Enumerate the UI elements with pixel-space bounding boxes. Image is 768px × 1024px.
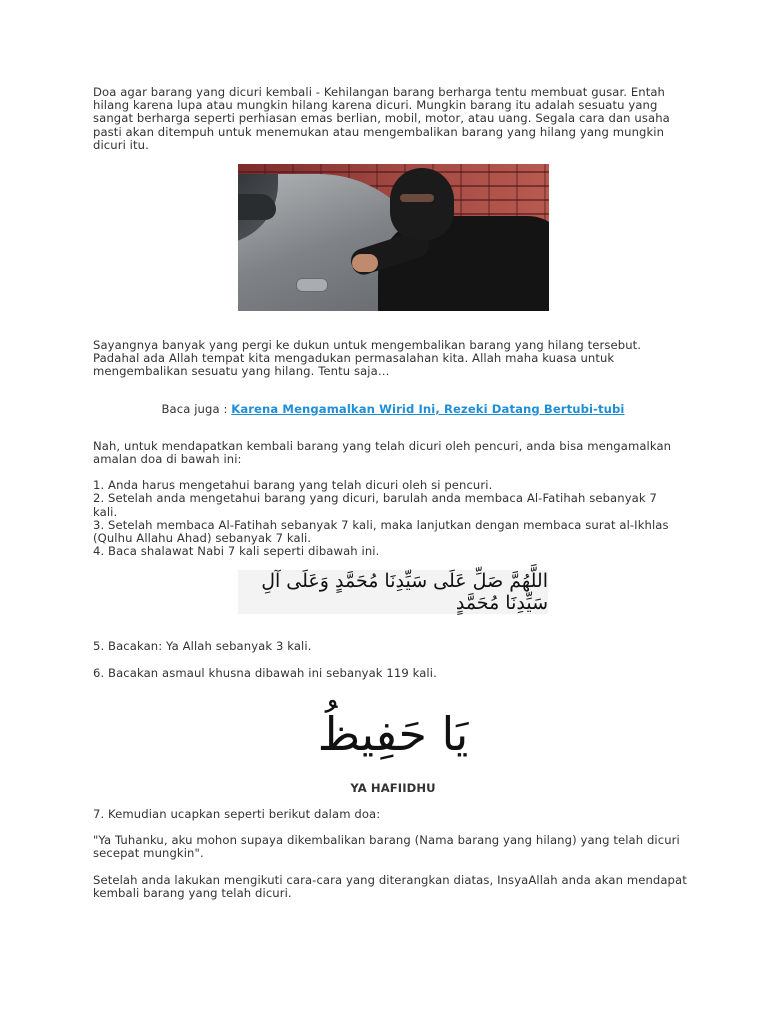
thief-photo — [238, 164, 549, 311]
baca-juga-link[interactable]: Karena Mengamalkan Wirid Ini, Rezeki Datang Bertubi-tubi — [231, 401, 625, 416]
asmaul-caption: YA HAFIIDHU — [350, 780, 436, 795]
thief-photo-wrapper — [93, 164, 693, 311]
asmaul-arabic: يَا حَفِيظُ — [317, 706, 469, 761]
shalawat-image-wrapper — [93, 570, 693, 614]
step-3: 3. Setelah membaca Al-Fatihah sebanyak 7 kali, maka lanjutkan dengan membaca surat al-Ikhlas (Qulhu Allahu Ahad) sebanyak 7 kali. — [93, 517, 669, 546]
step-4: 4. Baca shalawat Nabi 7 kali seperti dibawah ini. — [93, 544, 380, 559]
step-1: 1. Anda harus mengetahui barang yang telah dicuri oleh si pencuri. — [93, 478, 493, 493]
thief-masked-head — [390, 168, 454, 240]
thief-hand — [352, 254, 378, 272]
thief-eyes — [400, 194, 434, 202]
step-6: 6. Bacakan asmaul khusna dibawah ini sebanyak 119 kali. — [93, 665, 437, 680]
step-7: 7. Kemudian ucapkan seperti berikut dalam doa: — [93, 807, 381, 822]
closing-paragraph: Setelah anda lakukan mengikuti cara-cara yang diterangkan diatas, InsyaAllah anda akan mendapat kembali barang yang telah dicuri. — [93, 872, 687, 900]
baca-juga — [93, 403, 693, 416]
paragraph-amalan: Nah, untuk mendapatkan kembali barang yang telah dicuri oleh pencuri, anda bisa mengamalkan amalan doa di bawah ini: — [93, 438, 672, 467]
baca-juga-prefix: Baca juga : — [161, 401, 232, 416]
step-5: 5. Bacakan: Ya Allah sebanyak 3 kali. — [93, 639, 312, 654]
door-handle — [296, 278, 328, 292]
intro-paragraph: Doa agar barang yang dicuri kembali - Kehilangan barang berharga tentu membuat gusar. Entah hilang karena lupa atau mungkin hilang karena dicuri. Mungkin barang itu adalah sesuatu yang sangat berharga seperti perhiasan emas berlian, mobil, motor, atau uang. Segala cara dan usaha pasti akan ditempuh untuk menemukan atau mengembalikan barang yang hilang yang mungkin dicuri itu. — [93, 85, 670, 152]
step-2: 2. Setelah anda mengetahui barang yang dicuri, barulah anda membaca Al-Fatihah sebanyak 7 kali. — [93, 491, 657, 519]
paragraph-dukun: Sayangnya banyak yang pergi ke dukun untuk mengembalikan barang yang hilang tersebut. Padahal ada Allah tempat kita mengadukan permasalahan kita. Allah maha kuasa untuk mengembalikan sesuatu yang hilang. Tentu saja… — [93, 338, 642, 379]
doa-text: "Ya Tuhanku, aku mohon supaya dikembalikan barang (Nama barang yang hilang) yang telah dicuri secepat mungkin". — [93, 833, 680, 861]
shalawat-arabic: اللَّهُمَّ صَلِّ عَلَى سَيِّدِنَا مُحَمَّدٍ وَعَلَى آلِ سَيِّدِنَا مُحَمَّدٍ — [238, 570, 548, 614]
article — [93, 86, 693, 900]
side-mirror — [238, 194, 276, 220]
